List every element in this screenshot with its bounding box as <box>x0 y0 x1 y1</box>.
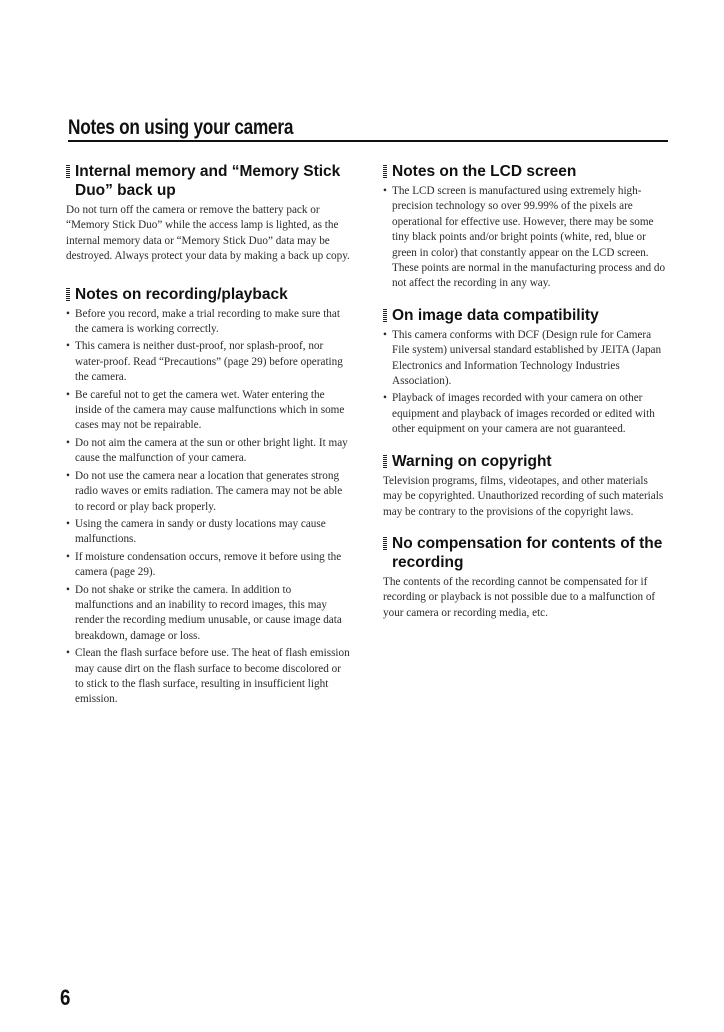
bullet-item: • Playback of images recorded with your camera on other equipment and playback of images recorded or edited with other equipment on your camera are not guaranteed. <box>383 391 668 437</box>
section-no-compensation <box>383 534 668 621</box>
bullet-item: • Do not use the camera near a location that generates strong radio waves or emits radiation. The camera may not be able to record or play back properly. <box>66 469 351 515</box>
section-internal-memory <box>66 162 351 265</box>
left-column <box>66 162 351 722</box>
section-copyright <box>383 452 668 520</box>
bullet-item: • If moisture condensation occurs, remove it before using the camera (page 29). <box>66 550 351 581</box>
section-title: On image data compatibility <box>392 306 599 324</box>
right-column <box>383 162 668 635</box>
bullet-item: • Do not shake or strike the camera. In addition to malfunctions and an inability to record images, this may render the recording medium unusable, or cause image data breakdown, damage or loss. <box>66 583 351 645</box>
section-paragraph: Television programs, films, videotapes, and other materials may be copyrighted. Unauthorized recording of such materials may be contrary to the provisions of the copyright laws. <box>383 474 664 518</box>
page-number: 6 <box>60 985 71 1010</box>
section-marker-icon <box>383 455 387 469</box>
bullet-item: • This camera conforms with DCF (Design rule for Camera File system) universal standard established by JEITA (Japan Electronics and Information Technology Industries Association). <box>383 328 668 390</box>
title-rule <box>68 140 668 142</box>
section-marker-icon <box>383 165 387 179</box>
section-heading <box>383 452 668 471</box>
section-image-compatibility <box>383 306 668 438</box>
section-heading <box>66 285 351 304</box>
section-title: Notes on recording/playback <box>75 285 288 303</box>
bullet-item: • Clean the flash surface before use. The heat of flash emission may cause dirt on the flash surface to become discolored or to stick to the flash surface, resulting in insufficient light emission. <box>66 646 351 708</box>
section-heading <box>383 162 668 181</box>
section-heading <box>383 306 668 325</box>
section-marker-icon <box>383 537 387 551</box>
section-marker-icon <box>383 309 387 323</box>
bullet-item: • Be careful not to get the camera wet. Water entering the inside of the camera may cause malfunctions which in some cases may not be repairable. <box>66 388 351 434</box>
section-title: Warning on copyright <box>392 452 552 470</box>
bullet-item: • The LCD screen is manufactured using extremely high-precision technology so over 99.99% of the pixels are operational for effective use. However, there may be some tiny black points and/or bright points (white, red, blue or green in color) that constantly appear on the LCD screen. These points are normal in the manufacturing process and do not affect the recording in any way. <box>383 184 668 292</box>
section-marker-icon <box>66 165 70 179</box>
bullet-list <box>383 328 668 438</box>
bullet-item: • Using the camera in sandy or dusty locations may cause malfunctions. <box>66 517 351 548</box>
section-lcd-screen <box>383 162 668 292</box>
section-title: No compensation for contents of the recording <box>392 534 663 571</box>
section-marker-icon <box>66 288 70 302</box>
bullet-list <box>66 307 351 708</box>
section-heading <box>383 534 668 572</box>
section-paragraph: Do not turn off the camera or remove the battery pack or “Memory Stick Duo” while the access lamp is lighted, as the internal memory data or “Memory Stick Duo” data may be destroyed. Always protect your data by making a back up copy. <box>66 204 350 263</box>
bullet-item: • Do not aim the camera at the sun or other bright light. It may cause the malfunction of your camera. <box>66 436 351 467</box>
section-recording-playback <box>66 285 351 708</box>
bullet-list <box>383 184 668 292</box>
bullet-item: • Before you record, make a trial recording to make sure that the camera is working correctly. <box>66 307 351 338</box>
bullet-item: • This camera is neither dust-proof, nor splash-proof, nor water-proof. Read “Precautions” (page 29) before operating the camera. <box>66 339 351 385</box>
section-title: Internal memory and “Memory Stick Duo” back up <box>75 163 341 199</box>
section-heading <box>66 162 351 200</box>
section-paragraph: The contents of the recording cannot be compensated for if recording or playback is not possible due to a malfunction of your camera or recording media, etc. <box>383 575 656 619</box>
page-title: Notes on using your camera <box>68 116 294 139</box>
section-title: Notes on the LCD screen <box>392 163 577 180</box>
